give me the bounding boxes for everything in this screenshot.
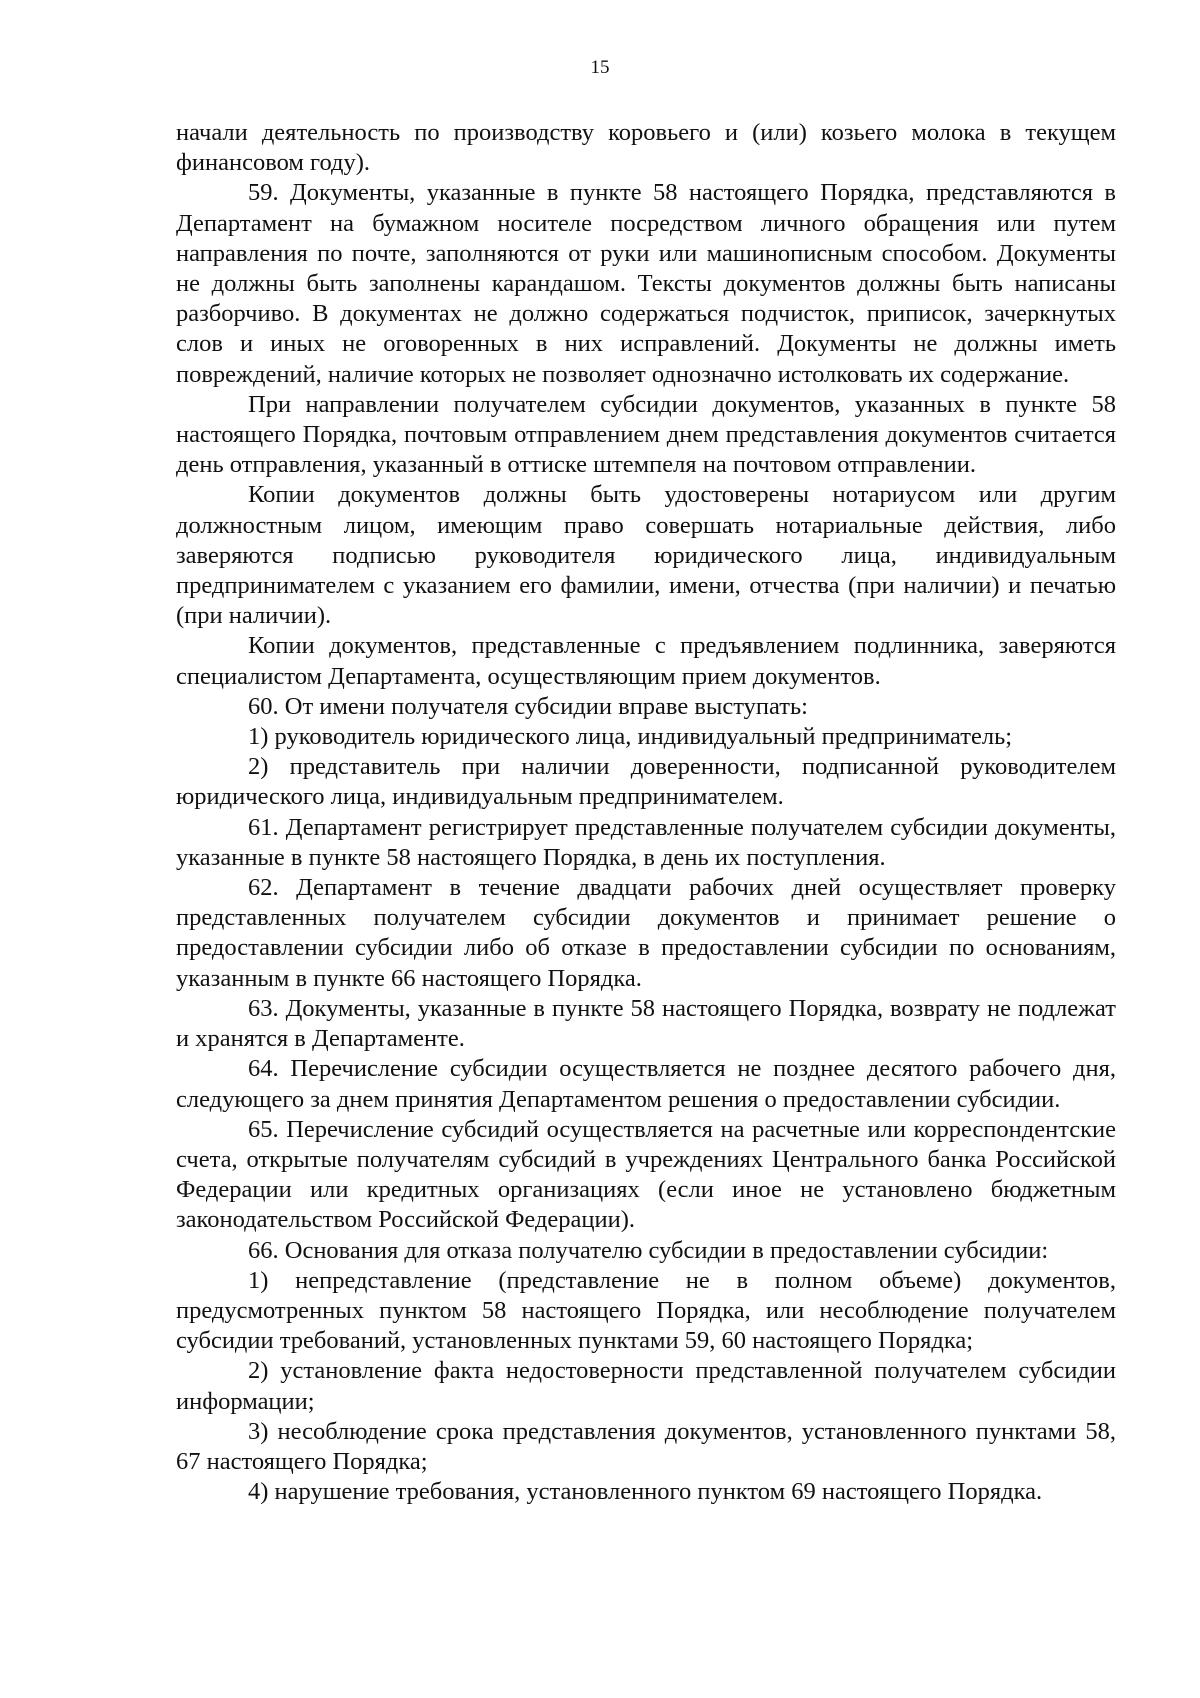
- paragraph-item-59: 59. Документы, указанные в пункте 58 настоящего Порядка, представляются в Департамент на бумажном носителе посредством личного обращения или путем направления по почте, заполняются от руки или машинописным способом. Документы не должны быть заполнены карандашом. Тексты документов должны быть написаны разборчиво. В документах не должно содержаться подчисток, приписок, зачеркнутых слов и иных не оговоренных в них исправлений. Документы не должны иметь повреждений, наличие которых не позволяет однозначно истолковать их содержание.: [176, 179, 1116, 388]
- paragraph-continuation: начали деятельность по производству коровьего и (или) козьего молока в текущем финансовом году).: [176, 119, 1116, 177]
- paragraph-item-63: 63. Документы, указанные в пункте 58 настоящего Порядка, возврату не подлежат и хранятся в Департаменте.: [176, 994, 1116, 1053]
- paragraph-item-66-1: 1) непредставление (представление не в полном объеме) документов, предусмотренных пунктом 58 настоящего Порядка, или несоблюдение получателем субсидии требований, установленных пунктами 59, 60 настоящего Порядка;: [176, 1266, 1116, 1355]
- paragraph-item-64: 64. Перечисление субсидии осуществляется не позднее десятого рабочего дня, следующего за днем принятия Департаментом решения о предоставлении субсидии.: [176, 1055, 1116, 1113]
- paragraph-copies-with-original: Копии документов, представленные с предъявлением подлинника, заверяются специалистом Департамента, осуществляющим прием документов.: [176, 632, 1116, 690]
- paragraph-item-66-4: 4) нарушение требования, установленного пунктом 69 настоящего Порядка.: [248, 1478, 1043, 1506]
- paragraph-postal-submission: При направлении получателем субсидии документов, указанных в пункте 58 настоящего Порядка, почтовым отправлением днем представления документов считается день отправления, указанный в оттиске штемпеля на почтовом отправлении.: [176, 390, 1116, 479]
- paragraph-item-62: 62. Департамент в течение двадцати рабочих дней осуществляет проверку представленных получателем субсидии документов и принимает решение о предоставлении субсидии либо об отказе в предоставлении субсидии по основаниям, указанным в пункте 66 настоящего Порядка.: [176, 874, 1116, 992]
- paragraph-item-61: 61. Департамент регистрирует представленные получателем субсидии документы, указанные в пункте 58 настоящего Порядка, в день их поступления.: [176, 813, 1116, 871]
- paragraph-item-60-2: 2) представитель при наличии доверенности, подписанной руководителем юридического лица, индивидуальным предпринимателем.: [176, 753, 1116, 811]
- paragraph-item-66-3: 3) несоблюдение срока представления документов, установленного пунктами 58, 67 настоящего Порядка;: [176, 1417, 1116, 1475]
- paragraph-item-66: 66. Основания для отказа получателю субсидии в предоставлении субсидии:: [248, 1236, 1049, 1264]
- paragraph-item-65: 65. Перечисление субсидий осуществляется на расчетные или корреспондентские счета, открытые получателям субсидий в учреждениях Центрального банка Российской Федерации или кредитных организациях (если иное не установлено бюджетным законодательством Российской Федерации).: [176, 1115, 1116, 1234]
- paragraph-copies-certification: Копии документов должны быть удостоверены нотариусом или другим должностным лицом, имеющим право совершать нотариальные действия, либо заверяются подписью руководителя юридического лица, индивидуальным предпринимателем с указанием его фамилии, имени, отчества (при наличии) и печатью (при наличии).: [176, 481, 1116, 630]
- page-number: 15: [590, 57, 610, 78]
- paragraph-item-66-2: 2) установление факта недостоверности представленной получателем субсидии информации;: [176, 1357, 1116, 1415]
- document-body: [176, 118, 1116, 1507]
- paragraph-item-60-1: 1) руководитель юридического лица, индивидуальный предприниматель;: [248, 723, 1013, 751]
- paragraph-item-60: 60. От имени получателя субсидии вправе выступать:: [248, 692, 808, 720]
